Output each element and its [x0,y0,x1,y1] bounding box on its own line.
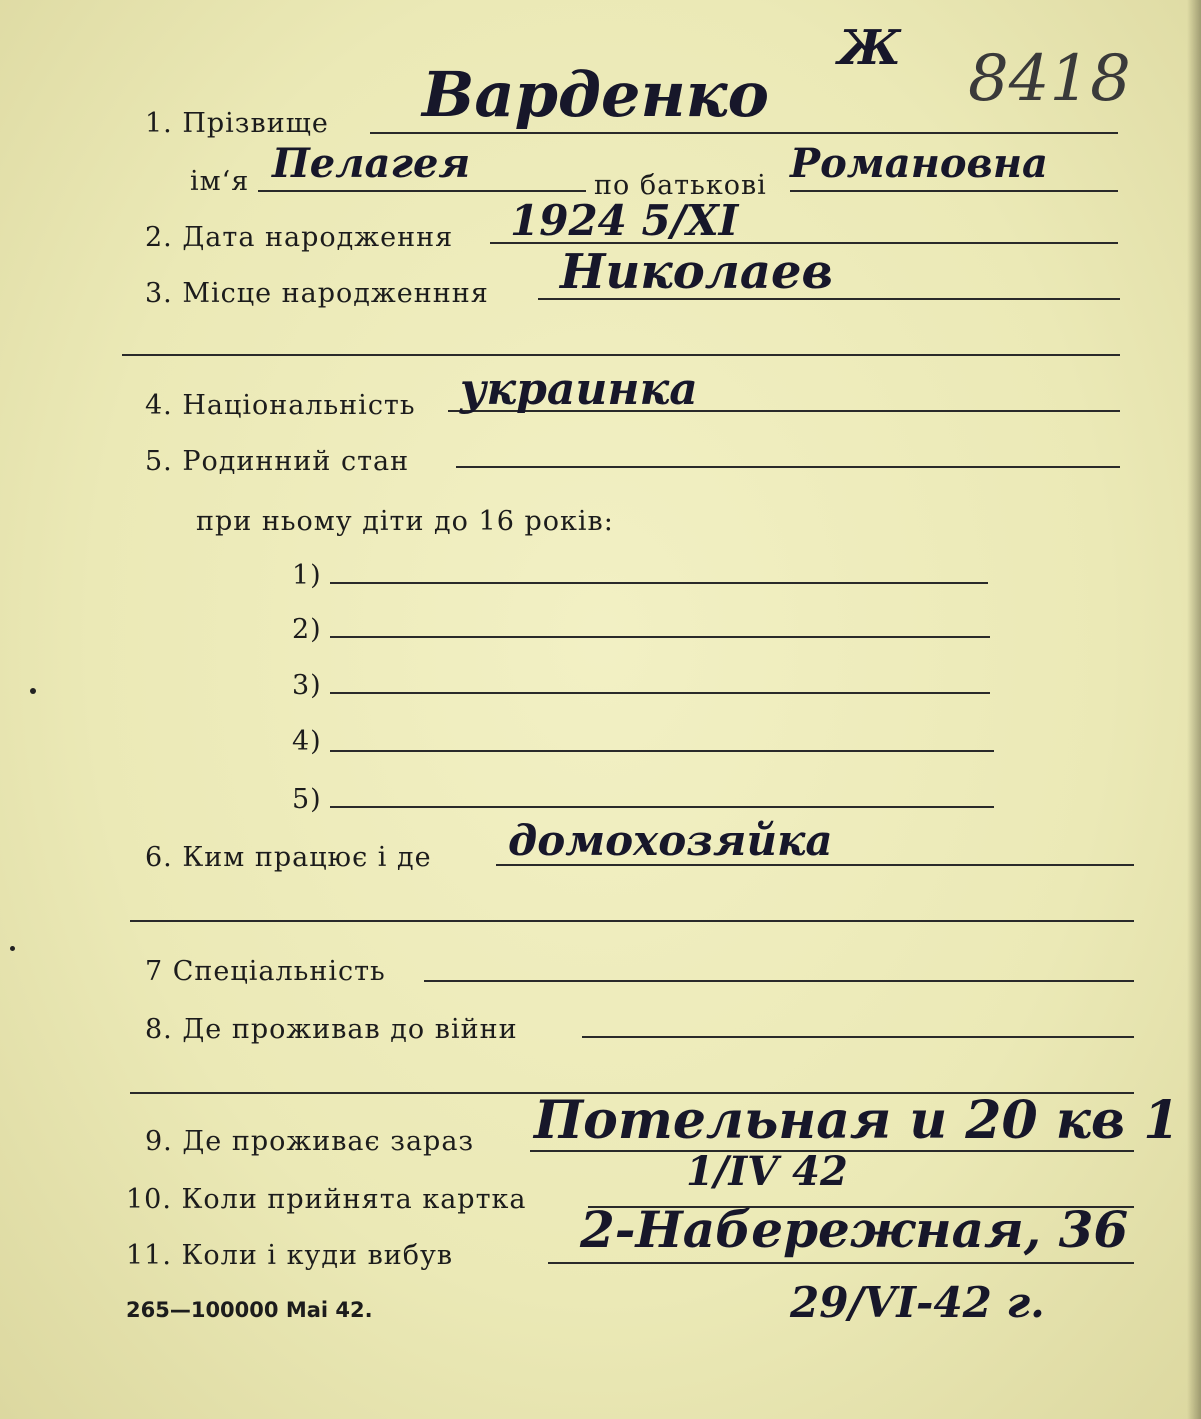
child-number: 1) [292,560,322,591]
speciality-line [424,980,1134,982]
marital-status-line [456,466,1120,468]
patronymic-label: по батькові [594,170,767,201]
current-residence-value: Потельная и 20 кв 1 [534,1090,1180,1151]
current-residence-label: 9. Де проживає зараз [145,1126,475,1157]
nationality-value: украинка [460,364,698,415]
child-number: 4) [292,726,322,757]
child-line [330,636,990,638]
departure-date-value: 29/VI-42 г. [790,1278,1045,1327]
child-number: 2) [292,614,322,645]
departure-label: 11. Коли і куди вибув [126,1240,454,1271]
surname-line [370,132,1118,134]
surname-label: 1. Прізвище [145,108,329,139]
first-name-value: Пелагея [272,140,471,187]
child-line [330,750,994,752]
birth-date-label: 2. Дата народження [145,222,454,253]
occupation-label: 6. Ким працює і де [145,842,432,873]
occupation-line-2 [130,920,1134,922]
child-line [330,806,994,808]
card-edge [1187,0,1201,1419]
child-number: 5) [292,784,322,815]
departure-place-value: 2-Набережная, 36 [580,1200,1129,1259]
nationality-label: 4. Національність [145,390,416,421]
first-name-label: ім‘я [190,166,250,197]
child-number: 3) [292,670,322,701]
prewar-residence-line [582,1036,1134,1038]
birth-place-label: 3. Місце народженння [145,278,489,309]
departure-line [548,1262,1134,1264]
printer-mark: 265—100000 Mai 42. [126,1298,373,1322]
birth-date-value: 1924 5/XI [510,196,739,245]
occupation-value: домохозяйка [508,816,833,865]
patronymic-line [790,190,1118,192]
first-name-line [258,190,586,192]
ink-spot [10,946,15,951]
surname-value: Варденко [422,58,769,131]
birth-place-line-2 [122,354,1120,356]
patronymic-value: Романовна [790,140,1048,187]
card-accepted-value: 1/IV 42 [686,1148,848,1195]
child-line [330,582,988,584]
speciality-label: 7 Спеціальність [145,956,386,987]
card-accepted-label: 10. Коли прийнята картка [126,1184,527,1215]
card-number: 8418 [968,42,1131,116]
child-line [330,692,990,694]
ink-spot [30,688,36,694]
children-label: при ньому діти до 16 років: [196,506,614,537]
birth-place-value: Николаев [560,244,834,300]
prewar-residence-label: 8. Де проживав до війни [145,1014,518,1045]
card-number-prefix: Ж [838,20,901,76]
marital-status-label: 5. Родинний стан [145,446,410,477]
